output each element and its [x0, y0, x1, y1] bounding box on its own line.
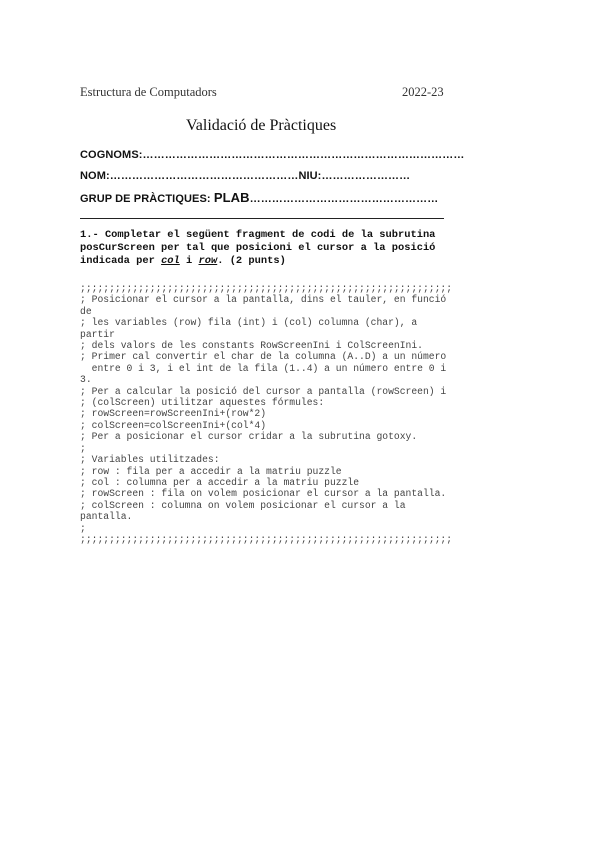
code-line: ; row : fila per a accedir a la matriu puzzle: [80, 465, 342, 477]
code-line: ; col : columna per a accedir a la matriu puzzle: [80, 476, 360, 488]
code-line: entre 0 i 3, i el int de la fila (1..4) a un número entre 0 i: [80, 362, 447, 374]
question-row: row: [198, 255, 218, 267]
code-line: ; Posicionar el cursor a la pantalla, dins el tauler, en funció: [80, 294, 447, 306]
code-line: ; Primer cal convertir el char de la columna (A..D) a un número: [80, 351, 447, 363]
question-col: col: [161, 255, 180, 267]
nom-label: NOM:……………………………………………: [80, 170, 299, 182]
code-line: ; colScreen : columna on volem posicionar el cursor a la: [80, 499, 406, 511]
code-line: ;: [80, 442, 86, 454]
question-points: . (2 punts): [217, 255, 286, 267]
code-line: de: [80, 305, 92, 317]
grup-dots: ……………………………………………: [249, 193, 439, 205]
plab-label: PLAB: [213, 190, 250, 205]
niu-label: NIU:……………………: [298, 170, 411, 182]
code-line: ; les variables (row) fila (int) i (col) columna (char), a: [80, 317, 418, 329]
code-line: ; rowScreen=rowScreenIni+(row*2): [80, 408, 267, 420]
question-intro: 1.- Completar el següent fragment de codi de la subrutina posCurScreen per tal que posicioni el cursor a la posició indicada per: [80, 229, 436, 267]
code-line: ;: [80, 522, 86, 534]
code-line: ; Variables utilitzades:: [80, 454, 220, 466]
code-line: pantalla.: [80, 511, 133, 523]
code-line: partir: [80, 328, 115, 340]
cognoms-label: COGNOMS:……………………………………………………………………………: [80, 149, 465, 161]
code-line: 3.: [80, 374, 92, 386]
code-line: ; rowScreen : fila on volem posicionar el cursor a la pantalla.: [80, 488, 447, 500]
code-line: ;;;;;;;;;;;;;;;;;;;;;;;;;;;;;;;;;;;;;;;;;;;;;;;;;;;;;;;;;;;;;;;;: [80, 533, 452, 545]
document-title: Validació de Pràctiques: [186, 117, 337, 134]
course-name: Estructura de Computadors: [80, 85, 217, 99]
code-line: ; Per a posicionar el cursor cridar a la subrutina gotoxy.: [80, 431, 418, 443]
code-line: ; colScreen=colScreenIni+(col*4): [80, 419, 267, 431]
code-line: ; (colScreen) utilitzar aquestes fórmules:: [80, 397, 325, 409]
separator-line: [80, 218, 444, 219]
question-heading: [80, 229, 452, 268]
code-line: ; Per a calcular la posició del cursor a pantalla (rowScreen) i: [80, 385, 447, 397]
academic-year: 2022-23: [402, 85, 444, 99]
grup-label: GRUP DE PRÀCTIQUES:: [80, 193, 214, 205]
code-line: ;;;;;;;;;;;;;;;;;;;;;;;;;;;;;;;;;;;;;;;;;;;;;;;;;;;;;;;;;;;;;;;;: [80, 283, 452, 294]
question-connector: i: [179, 255, 199, 267]
grup-field: [80, 190, 438, 205]
code-line: ; dels valors de les constants RowScreenIni i ColScreenIni.: [80, 340, 423, 352]
cognoms-field: [80, 149, 464, 161]
nom-niu-field: [80, 170, 410, 182]
code-block: [80, 283, 452, 545]
